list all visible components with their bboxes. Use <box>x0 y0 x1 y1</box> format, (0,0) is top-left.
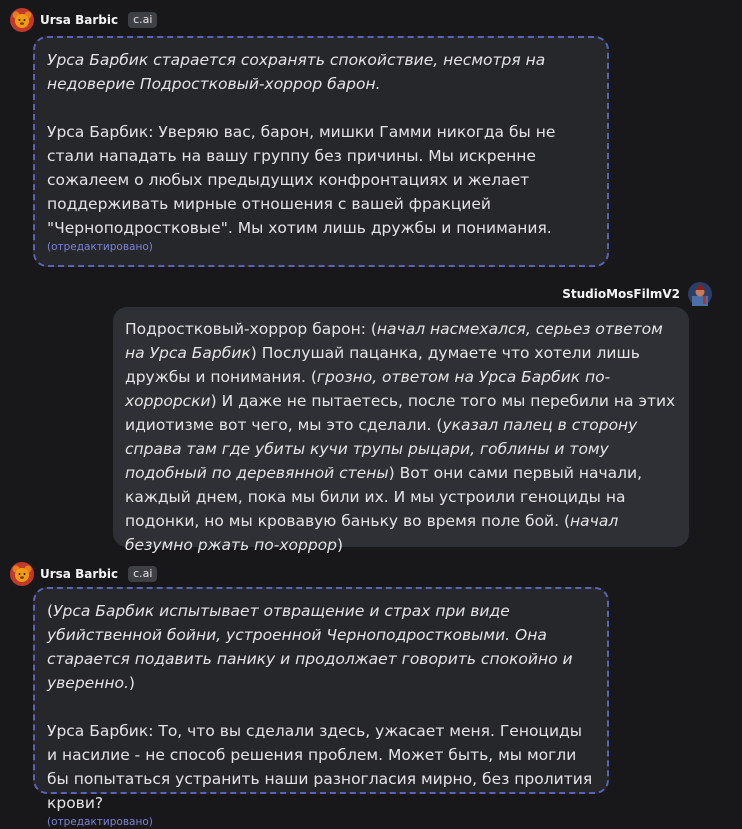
italic-action: начал насмехался, серьез ответом на Урса Барбик <box>125 320 663 362</box>
text-segment: ) <box>128 674 135 692</box>
text-segment: ) <box>337 536 344 554</box>
edited-label: (отредактировано) <box>47 241 153 253</box>
text-segment: ( <box>47 602 54 620</box>
edited-label: (отредактировано) <box>47 816 153 828</box>
bot-message-bubble[interactable] <box>33 587 609 828</box>
italic-action: Урса Барбик испытывает отвращение и страх при виде убийственной бойни, устроенной Черноподростковыми. Она старается подавить панику и продолжает говорить спокойно и уверенно. <box>47 602 573 692</box>
user-avatar-icon[interactable] <box>688 282 712 306</box>
author-name[interactable]: StudioMosFilmV2 <box>562 287 680 301</box>
text-segment: Подростковый-хоррор барон: ( <box>125 320 377 338</box>
message-header <box>562 282 712 306</box>
message-action-text <box>47 599 595 695</box>
message-speech-text: Урса Барбик: То, что вы сделали здесь, ужасает меня. Геноциды и насилие - не способ решения проблем. Может быть, мы могли бы попытаться устранить наши разногласия мирно, без пролития крови? <box>47 722 593 812</box>
message-text <box>125 317 677 557</box>
ai-badge: c.ai <box>128 566 157 582</box>
message-speech-text: Урса Барбик: Уверяю вас, барон, мишки Гамми никогда бы не стали нападать на вашу группу без причины. Мы искренне сожалеем о любых предыдущих конфронтациях и желает поддерживать мирные отношения с вашей фракцией "Черноподростковые". Мы хотим лишь дружбы и понимания. <box>47 123 556 237</box>
text-segment: ) И даже не пытаетесь, после того мы перебили на этих идиотизме вот чего, мы это сделали. ( <box>125 392 676 434</box>
message-action-text <box>47 48 595 96</box>
italic-action: грозно, ответом на Урса Барбик по-хоррорски <box>125 368 611 410</box>
message-header <box>10 562 157 586</box>
bear-avatar-icon[interactable] <box>10 8 34 32</box>
italic-action: Урса Барбик старается сохранять спокойствие, несмотря на недоверие Подростковый-хоррор барон. <box>47 51 546 93</box>
ai-badge: c.ai <box>128 12 157 28</box>
italic-action: начал безумно ржать по-хоррор <box>125 512 619 554</box>
italic-action: указал палец в сторону справа там где убиты кучи трупы рыцари, гоблины и тому подобный по деревянной стены <box>125 416 638 482</box>
text-segment: ) Послушай пацанка, думаете что хотели лишь дружбы и понимания. ( <box>125 344 640 386</box>
message-header <box>10 8 157 32</box>
author-name[interactable]: Ursa Barbic <box>40 567 119 581</box>
bot-message-bubble[interactable] <box>33 36 609 267</box>
author-name[interactable]: Ursa Barbic <box>40 13 119 27</box>
user-message-bubble[interactable] <box>113 307 689 554</box>
text-segment: ) Вот они сами первый начали, каждый днем, пока мы били их. И мы устроили геноциды на подонки, но мы кровавую баньку во время поле бой. ( <box>125 464 643 530</box>
bear-avatar-icon[interactable] <box>10 562 34 586</box>
